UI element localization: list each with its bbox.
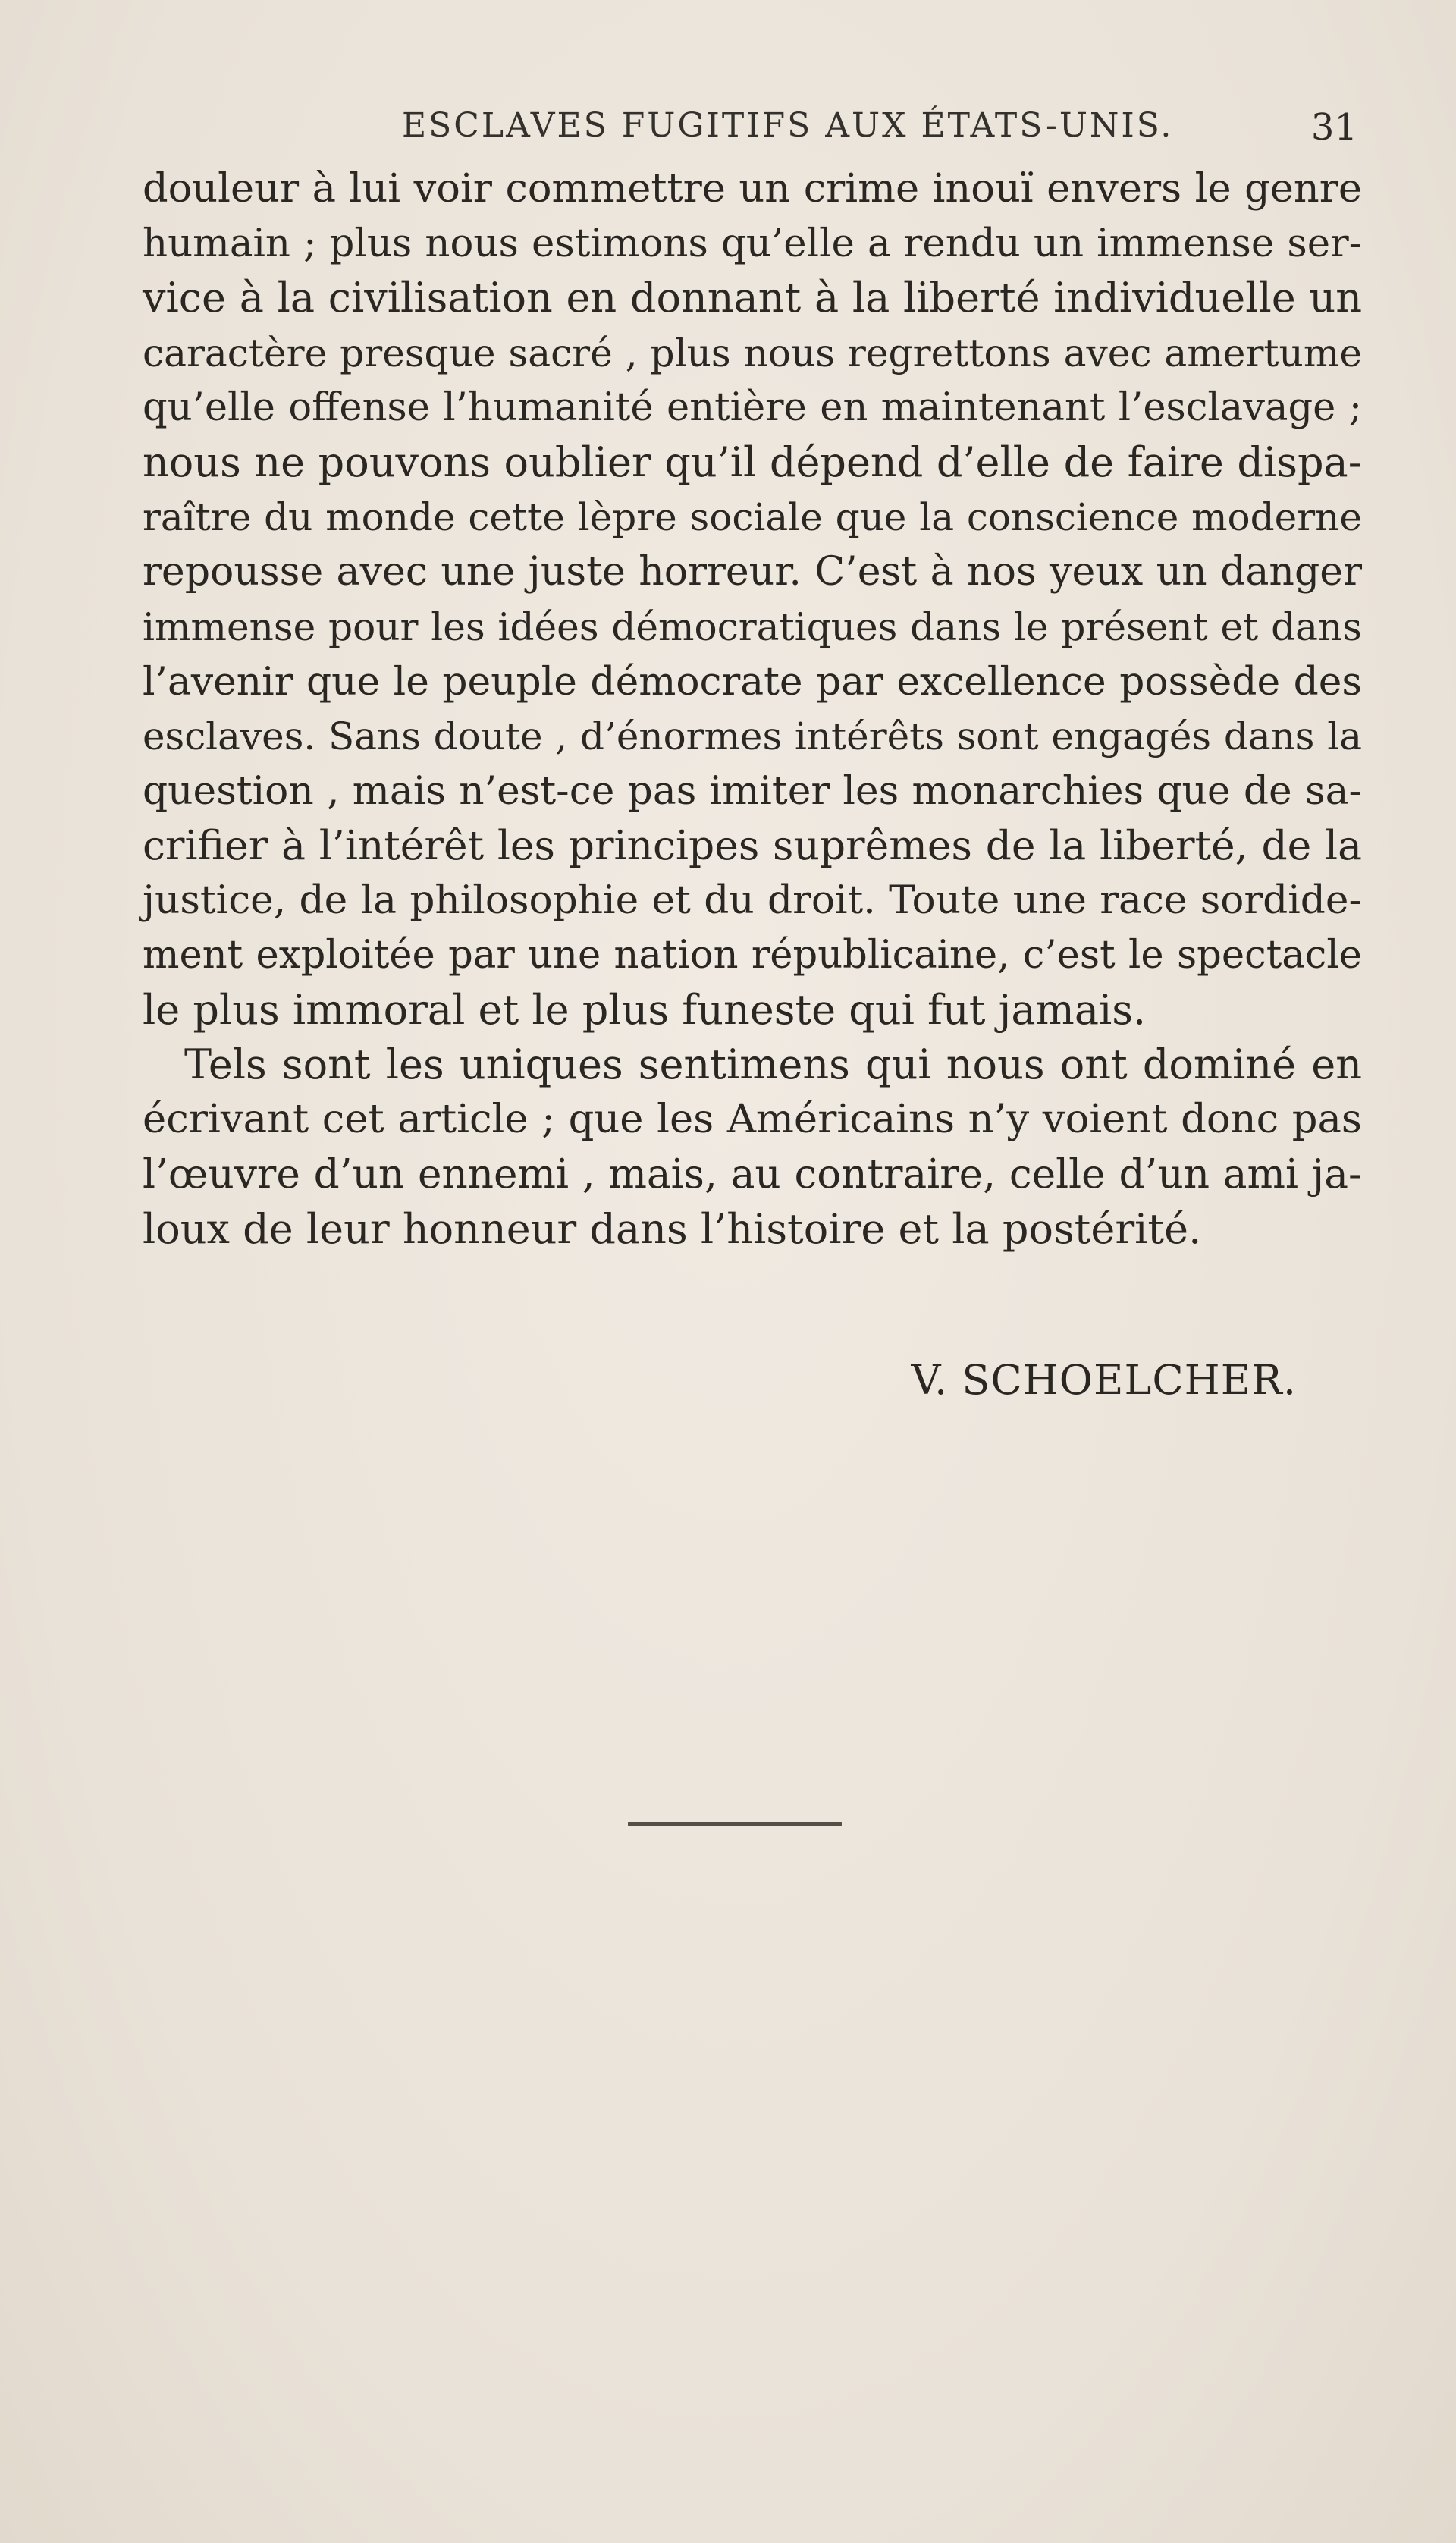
- text-line: esclaves. Sans doute , d’énormes intérêts sont engagés dans la: [143, 714, 1362, 758]
- text-line: qu’elle offense l’humanité entière en maintenant l’esclavage ;: [143, 385, 1362, 430]
- page-number: 31: [1310, 106, 1357, 149]
- text-line: raître du monde cette lèpre sociale que la conscience moderne: [143, 495, 1362, 540]
- text-line: immense pour les idées démocratiques dans le présent et dans: [143, 604, 1362, 649]
- text-line: le plus immoral et le plus funeste qui fut jamais.: [143, 985, 1147, 1034]
- end-rule: [628, 1822, 842, 1826]
- body-text: [143, 162, 1362, 1257]
- text-line: crifier à l’intérêt les principes suprêmes de la liberté, de la: [143, 821, 1362, 870]
- text-line: repousse avec une juste horreur. C’est à nos yeux un danger: [143, 549, 1362, 595]
- text-line: Tels sont les uniques sentimens qui nous ont dominé en: [184, 1041, 1362, 1088]
- paragraph-2: [143, 1038, 1362, 1257]
- text-line: justice, de la philosophie et du droit. Toute une race sordide-: [143, 877, 1362, 924]
- text-line: l’avenir que le peuple démocrate par excellence possède des: [143, 658, 1362, 705]
- text-line: loux de leur honneur dans l’histoire et la postérité.: [143, 1204, 1202, 1253]
- running-title: ESCLAVES FUGITIFS AUX ÉTATS-UNIS.: [402, 106, 1174, 145]
- text-line: ment exploitée par une nation républicaine, c’est le spectacle: [143, 932, 1362, 978]
- text-line: humain ; plus nous estimons qu’elle a rendu un immense ser-: [143, 221, 1362, 267]
- running-head: [144, 106, 1357, 159]
- text-line: question , mais n’est-ce pas imiter les monarchies que de sa-: [143, 768, 1362, 815]
- author-signature: V. SCHOELCHER.: [911, 1356, 1297, 1404]
- text-line: l’œuvre d’un ennemi , mais, au contraire, celle d’un ami ja-: [143, 1151, 1362, 1198]
- text-line: caractère presque sacré , plus nous regrettons avec amertume: [143, 330, 1362, 375]
- text-line: douleur à lui voir commettre un crime inouï envers le genre: [143, 165, 1362, 212]
- paragraph-1: [143, 162, 1362, 1038]
- text-line: vice à la civilisation en donnant à la liberté individuelle un: [143, 274, 1362, 322]
- text-line: écrivant cet article ; que les Américains n’y voient donc pas: [143, 1096, 1362, 1143]
- text-line: nous ne pouvons oublier qu’il dépend d’elle de faire dispa-: [143, 438, 1362, 486]
